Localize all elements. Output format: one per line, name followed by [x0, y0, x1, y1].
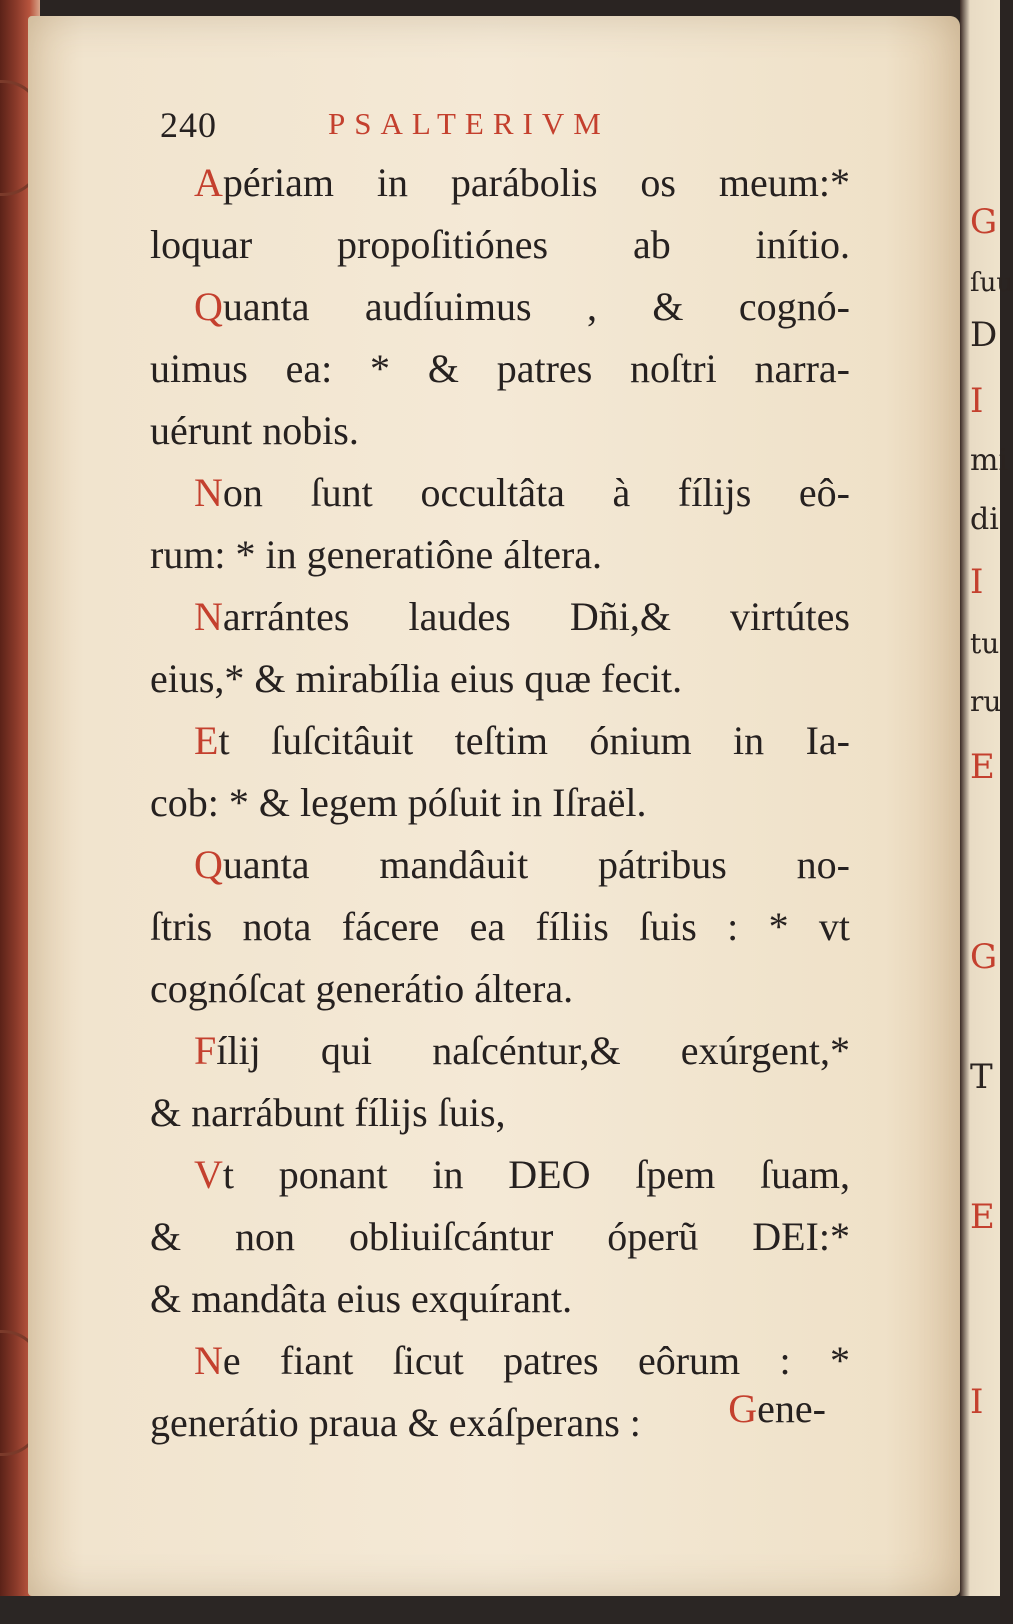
facing-fragment: E: [970, 1197, 995, 1237]
facing-fragment: T: [970, 1057, 993, 1097]
facing-fragment: I: [970, 1382, 984, 1422]
text-line: [150, 710, 850, 772]
text-line: [150, 896, 850, 958]
line-text: rum: * in generatiône áltera.: [150, 532, 603, 577]
line-text: uérunt nobis.: [150, 408, 359, 453]
text-line: [150, 1268, 850, 1330]
facing-fragment: tu: [970, 627, 1000, 660]
facing-fragment: D: [970, 315, 998, 355]
facing-fragment: I: [970, 381, 984, 421]
line-text: t ſuſcitâuit teſtim ónium in Ia-: [218, 718, 850, 763]
line-text: uimus ea: * & patres noſtri narra-: [150, 346, 850, 391]
line-text: generátio praua & exáſperans :: [150, 1400, 641, 1445]
line-text: e fiant ſicut patres eôrum : *: [222, 1338, 850, 1383]
line-text: & narrábunt fílijs ſuis,: [150, 1090, 506, 1135]
text-line: [150, 772, 850, 834]
facing-page-edge: [960, 0, 1013, 1624]
line-text: & non obliuiſcántur óperũ DEI:*: [150, 1214, 850, 1259]
text-line: [150, 400, 850, 462]
text-line: [150, 834, 850, 896]
line-text: t ponant in DEO ſpem ſuam,: [222, 1152, 850, 1197]
facing-fragment: ſuu: [970, 268, 1013, 298]
facing-fragment: G: [970, 937, 998, 977]
facing-fragment: mi: [970, 443, 1009, 478]
rubricated-initial: F: [194, 1028, 217, 1073]
rubricated-initial: A: [194, 160, 223, 205]
text-line: [150, 1020, 850, 1082]
text-line: [150, 1082, 850, 1144]
facing-fragment: di: [970, 502, 999, 537]
text-line: [150, 648, 850, 710]
text-line: [150, 1144, 850, 1206]
catchword-initial: G: [728, 1386, 758, 1431]
line-text: périam in parábolis os meum:*: [222, 160, 850, 205]
line-text: loquar propoſitiónes ab inítio.: [150, 222, 850, 267]
line-text: cognóſcat generátio áltera.: [150, 966, 574, 1011]
rubricated-initial: E: [194, 718, 219, 763]
rubricated-initial: N: [194, 594, 223, 639]
scan-background-bottom: [0, 1596, 1000, 1624]
line-text: ſtris nota fácere ea fíliis ſuis : * vt: [150, 904, 850, 949]
rubricated-initial: Q: [194, 842, 223, 887]
psalm-text: [150, 152, 850, 1454]
text-line: [150, 1206, 850, 1268]
text-line: [150, 152, 850, 214]
text-line: [150, 524, 850, 586]
line-text: ílij qui naſcéntur,& exúrgent,*: [216, 1028, 850, 1073]
rubricated-initial: Q: [194, 284, 223, 329]
catchword-text: ene-: [757, 1386, 826, 1431]
line-text: & mandâta eius exquírant.: [150, 1276, 573, 1321]
facing-fragment: ru: [970, 685, 1002, 718]
rubricated-initial: V: [194, 1152, 223, 1197]
page-header: [160, 104, 720, 154]
line-text: arrántes laudes Dñi,& virtútes: [222, 594, 850, 639]
facing-fragment: G: [970, 202, 998, 242]
text-line: [150, 276, 850, 338]
text-line: [150, 586, 850, 648]
facing-fragment: I: [970, 562, 984, 602]
running-head: PSALTERIVM: [328, 106, 610, 141]
page-number: 240: [160, 105, 217, 145]
text-line: [150, 462, 850, 524]
line-text: uanta mandâuit pátribus no-: [222, 842, 850, 887]
text-line: [150, 338, 850, 400]
line-text: eius,* & mirabília eius quæ fecit.: [150, 656, 683, 701]
rubricated-initial: N: [194, 470, 223, 515]
rubricated-initial: N: [194, 1338, 223, 1383]
line-text: uanta audíuimus , & cognó-: [222, 284, 850, 329]
facing-fragment: E: [970, 747, 995, 787]
text-line: [150, 958, 850, 1020]
text-line: [150, 214, 850, 276]
line-text: on ſunt occultâta à fílijs eô-: [222, 470, 850, 515]
catchword: [150, 1378, 826, 1440]
line-text: cob: * & legem póſuit in Iſraël.: [150, 780, 647, 825]
